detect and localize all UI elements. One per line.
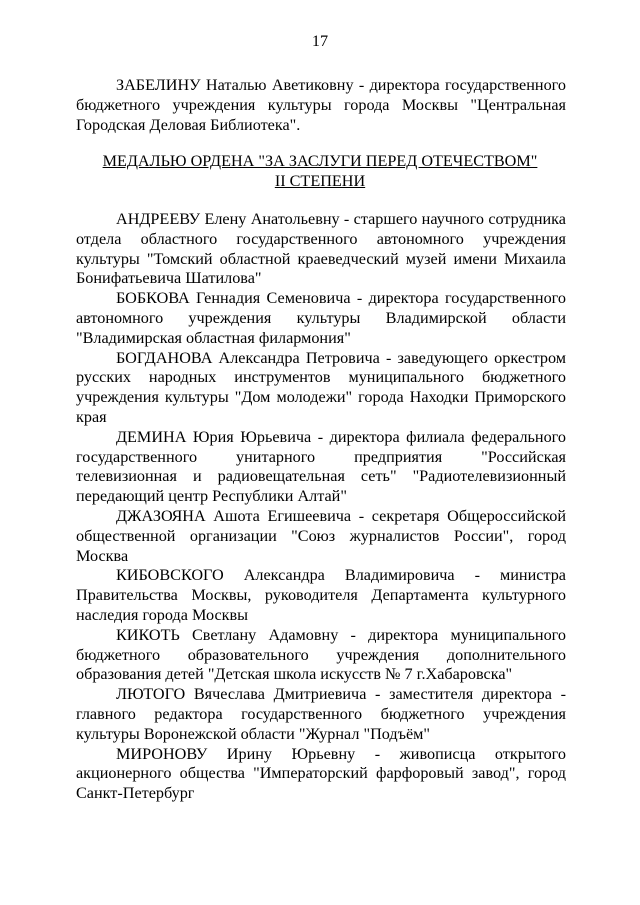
recipient-paragraph: МИРОНОВУ Ирину Юрьевну - живописца открытого акционерного общества "Императорский фарфоровый завод", город Санкт-Петербург xyxy=(76,744,566,803)
recipient-paragraph: БОГДАНОВА Александра Петровича - заведующего оркестром русских народных инструментов муниципального бюджетного учреждения культуры "Дом молодежи" города Находки Приморского края xyxy=(76,348,566,426)
recipient-paragraph: АНДРЕЕВУ Елену Анатольевну - старшего научного сотрудника отдела областного государственного автономного учреждения культуры "Томский областной краеведческий музей имени Михаила Бонифатьевича Шатилова" xyxy=(76,210,566,288)
recipient-paragraph: БОБКОВА Геннадия Семеновича - директора государственного автономного учреждения культуры Владимирской области "Владимирская областная филармония" xyxy=(76,289,566,347)
recipient-paragraph: КИКОТЬ Светлану Адамовну - директора муниципального бюджетного образовательного учреждения дополнительного образования детей "Детская школа искусств № 7 г.Хабаровска" xyxy=(76,625,566,684)
recipients-list xyxy=(76,210,566,804)
page-number: 17 xyxy=(311,32,329,50)
intro-paragraph: ЗАБЕЛИНУ Наталью Аветиковну - директора государственного бюджетного учреждения культуры города Москвы "Центральная Городская Деловая Библиотека". xyxy=(76,76,566,134)
award-heading xyxy=(0,152,640,192)
recipient-paragraph: ДЖАЗОЯНА Ашота Егишеевича - секретаря Общероссийской общественной организации "Союз журналистов России", город Москва xyxy=(76,506,566,565)
recipient-paragraph: ЛЮТОГО Вячеслава Дмитриевича - заместителя директора - главного редактора государственного бюджетного учреждения культуры Воронежской области "Журнал "Подъём" xyxy=(76,685,566,743)
award-heading-line-2: II СТЕПЕНИ xyxy=(274,171,366,190)
recipient-paragraph: КИБОВСКОГО Александра Владимировича - министра Правительства Москвы, руководителя Департамента культурного наследия города Москвы xyxy=(76,566,566,624)
award-heading-line-1: МЕДАЛЬЮ ОРДЕНА "ЗА ЗАСЛУГИ ПЕРЕД ОТЕЧЕСТВОМ" xyxy=(102,152,538,170)
recipient-paragraph: ДЕМИНА Юрия Юрьевича - директора филиала федерального государственного унитарного предприятия "Российская телевизионная и радиовещательная сеть" "Радиотелевизионный передающий центр Республики Алтай" xyxy=(76,427,566,506)
